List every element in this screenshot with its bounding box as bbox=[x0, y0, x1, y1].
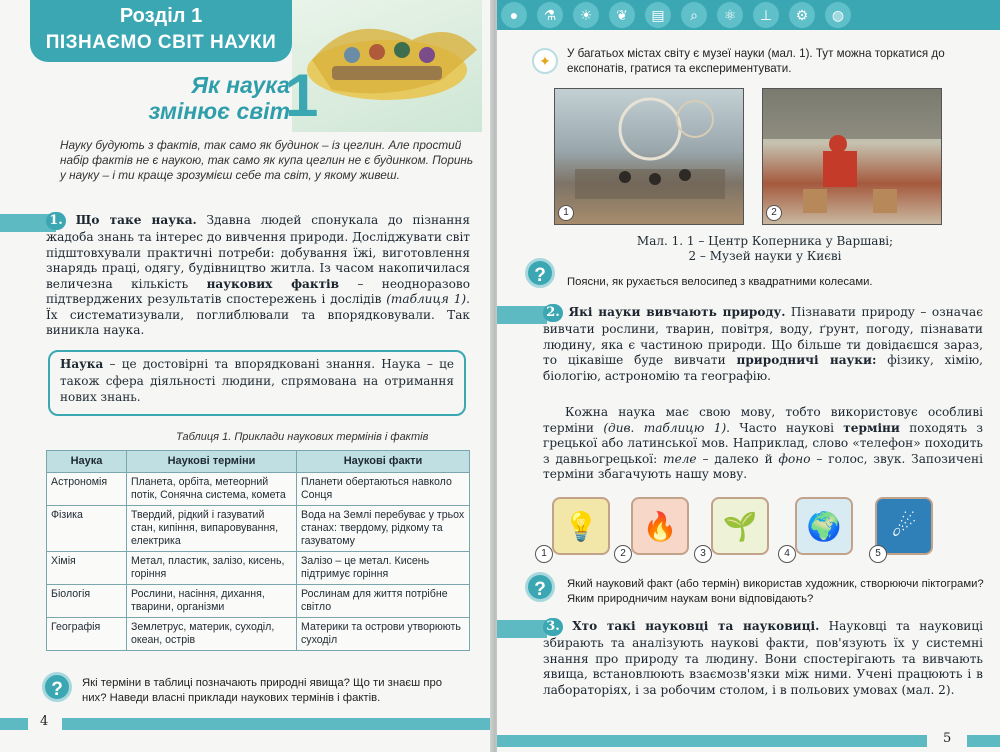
question-icon: ? bbox=[525, 258, 555, 288]
lightbulb-icon: ✦ bbox=[532, 48, 558, 74]
sprout-bulb-icon: 🌱 bbox=[711, 497, 769, 555]
picto-number: 1 bbox=[535, 545, 553, 563]
table-cell: Залізо – це метал. Кисень підтримує горіння bbox=[297, 552, 470, 585]
photo-number: 2 bbox=[766, 205, 782, 221]
question-text: Який науковий факт (або термін) використав художник, створюючи піктограми? Яким природничим наукам вони відповідають? bbox=[567, 578, 984, 605]
meteor-icon: ☄ bbox=[875, 497, 933, 555]
museum-photo-2 bbox=[763, 89, 942, 225]
photo-number: 1 bbox=[558, 205, 574, 221]
book-icon: ▤ bbox=[645, 2, 671, 28]
table-cell: Вода на Землі перебуває у трьох станах: твердому, рідкому та газуватому bbox=[297, 506, 470, 552]
gear-icon: ⚙ bbox=[789, 2, 815, 28]
section-1-number: 1. bbox=[46, 212, 66, 230]
photo-kyiv-science-museum bbox=[762, 88, 942, 225]
lightbulb-icon: 💡 bbox=[552, 497, 610, 555]
footer-bar bbox=[62, 718, 494, 730]
table-cell: Астрономія bbox=[47, 473, 127, 506]
figure-caption: Мал. 1. 1 – Центр Коперника у Варшаві; 2 – Музей науки у Києві bbox=[636, 234, 894, 263]
magnifier-icon: ⌕ bbox=[681, 2, 707, 28]
right-page bbox=[497, 0, 1000, 752]
picto-number: 5 bbox=[869, 545, 887, 563]
section-2-text: 2. Які науки вивчають природу. Пізнавати природу – означає вивчати рослини, тварин, повітря, воду, ґрунт, погоду, пізнавати людину, яка є частиною природи. Що більше ти довідаєшся зараз, то цікавіше буде вивчати природничі науки: фізику, хімію, біологію, астрономію та географію. bbox=[543, 305, 983, 383]
table-cell: Твердий, рідкий і газуватий стан, кипіння, випаровування, електрика bbox=[127, 506, 297, 552]
question-icon: ? bbox=[42, 672, 72, 702]
definition-text: – це достовірні та впорядковані знання. Наука – це також сфера діяльності людини, спрямована на отримання нових знань. bbox=[60, 357, 454, 404]
picto-number: 3 bbox=[694, 545, 712, 563]
table-cell: Планети обертаються навколо Сонця bbox=[297, 473, 470, 506]
flask-icon: ⚗ bbox=[537, 2, 563, 28]
section-3-bar bbox=[497, 620, 547, 638]
table-header: Наукові факти bbox=[297, 451, 470, 473]
top-icons bbox=[501, 0, 851, 30]
section-2-heading: Які науки вивчають природу. bbox=[568, 305, 786, 319]
globe-icon: ◍ bbox=[825, 2, 851, 28]
section-3-text: 3. Хто такі науковці та науковиці. Науковці та науковиці збирають та аналізують наукові факти, пов'язують їх у системні знання про природу та людину. Вони спостерігають та вивчають явища, встановлюють взаємозв'язки між ними. Учені працюють і в лабораторіях, і за робочим столом, і в польових умовах (мал. 2). bbox=[543, 619, 984, 697]
footer-bar bbox=[497, 735, 927, 747]
question-text: Поясни, як рухається велосипед з квадратними колесами. bbox=[567, 276, 873, 288]
picto-number: 4 bbox=[778, 545, 796, 563]
left-page bbox=[0, 0, 494, 752]
footer-bar bbox=[0, 718, 28, 730]
table-cell: Фізика bbox=[47, 506, 127, 552]
question-text: Які терміни в таблиці позначають природні явища? Що ти знаєш про них? Наведи власні приклади наукових термінів і фактів. bbox=[82, 677, 443, 704]
chapter-banner bbox=[30, 0, 292, 62]
globe-icon: 🌍 bbox=[795, 497, 853, 555]
table-header: Наука bbox=[47, 451, 127, 473]
picto-number: 2 bbox=[614, 545, 632, 563]
fire-icon: 🔥 bbox=[631, 497, 689, 555]
sun-icon: ☀ bbox=[573, 2, 599, 28]
section-2-bar bbox=[497, 306, 547, 324]
table-cell: Рослини, насіння, дихання, тварини, організми bbox=[127, 585, 297, 618]
drop-icon: ● bbox=[501, 2, 527, 28]
table-cell: Біологія bbox=[47, 585, 127, 618]
section-3-number: 3. bbox=[543, 618, 563, 636]
definition-term: Наука bbox=[60, 357, 104, 371]
table-header: Наукові терміни bbox=[127, 451, 297, 473]
section-1-text: 1. Що таке наука. Здавна людей спонукала до пізнання жадоба знань та інтерес до вивчення природи. Досліджувати світ підштовхували практичні потреби: добування їжі, виготовлення знарядь праці, одягу, будівництво житла. Із часом накопичилася величезна кількість наукових фактів – неодноразово підтверджених результатів спостережень і дослідів (таблиця 1). Їх систематизували, поглиблювали та впорядковували. Так виникла наука. bbox=[46, 213, 471, 337]
table-row bbox=[47, 506, 470, 552]
page-number: 4 bbox=[40, 714, 49, 729]
table-caption: Таблиця 1. Приклади наукових термінів і фактів bbox=[176, 431, 429, 443]
table-cell: Планета, орбіта, метеорний потік, Сонячна система, комета bbox=[127, 473, 297, 506]
table-cell: Хімія bbox=[47, 552, 127, 585]
chapter-title: ПІЗНАЄМО СВІТ НАУКИ bbox=[45, 32, 277, 53]
table-cell: Географія bbox=[47, 618, 127, 651]
table-row bbox=[47, 585, 470, 618]
chapter-number: Розділ 1 bbox=[119, 5, 203, 27]
table-cell: Рослинам для життя потрібне світло bbox=[297, 585, 470, 618]
atom-icon: ⚛ bbox=[717, 2, 743, 28]
table-row bbox=[47, 473, 470, 506]
table-cell: Землетрус, материк, суходіл, океан, острів bbox=[127, 618, 297, 651]
section-3-heading: Хто такі науковці та науковиці. bbox=[572, 619, 820, 633]
section-1-heading: Що таке наука. bbox=[75, 213, 197, 227]
table-row bbox=[47, 618, 470, 651]
lesson-number: 1 bbox=[285, 62, 319, 129]
photo-copernicus-center bbox=[554, 88, 744, 225]
microscope-icon: ⊥ bbox=[753, 2, 779, 28]
table-cell: Материки та острови утворюють суходіл bbox=[297, 618, 470, 651]
intro-text: Науку будують з фактів, так само як будинок – із цеглин. Але простий набір фактів не є наукою, так само як купа цеглин не є будинком. Поринь у науку – і ти краще зрозумієш себе та світ, у якому живеш. bbox=[60, 138, 474, 182]
definition-box bbox=[48, 350, 466, 416]
table-cell: Метал, пластик, залізо, кисень, горіння bbox=[127, 552, 297, 585]
museum-photo-1 bbox=[555, 89, 744, 225]
museum-text: У багатьох містах світу є музеї науки (мал. 1). Тут можна торкатися до експонатів, гратися та експериментувати. bbox=[567, 47, 945, 75]
table-header-row bbox=[47, 451, 470, 473]
table-row bbox=[47, 552, 470, 585]
terms-table bbox=[46, 450, 470, 651]
question-icon: ? bbox=[525, 572, 555, 602]
page-number: 5 bbox=[943, 731, 952, 746]
lesson-title: Як наука змінює світ bbox=[148, 72, 290, 124]
paragraph-terms: Кожна наука має свою мову, тобто використовує особливі терміни (див. таблицю 1). Часто наукові терміни походять з грецької або латинської мов. Наприклад, слово «телефон» походить з давньогрецької: теле – далеко й фоно – голос, звук. Запозичені терміни збагачують нашу мову. bbox=[543, 405, 983, 481]
leaf-icon: ❦ bbox=[609, 2, 635, 28]
footer-bar bbox=[967, 735, 1000, 747]
section-2-number: 2. bbox=[543, 304, 563, 322]
